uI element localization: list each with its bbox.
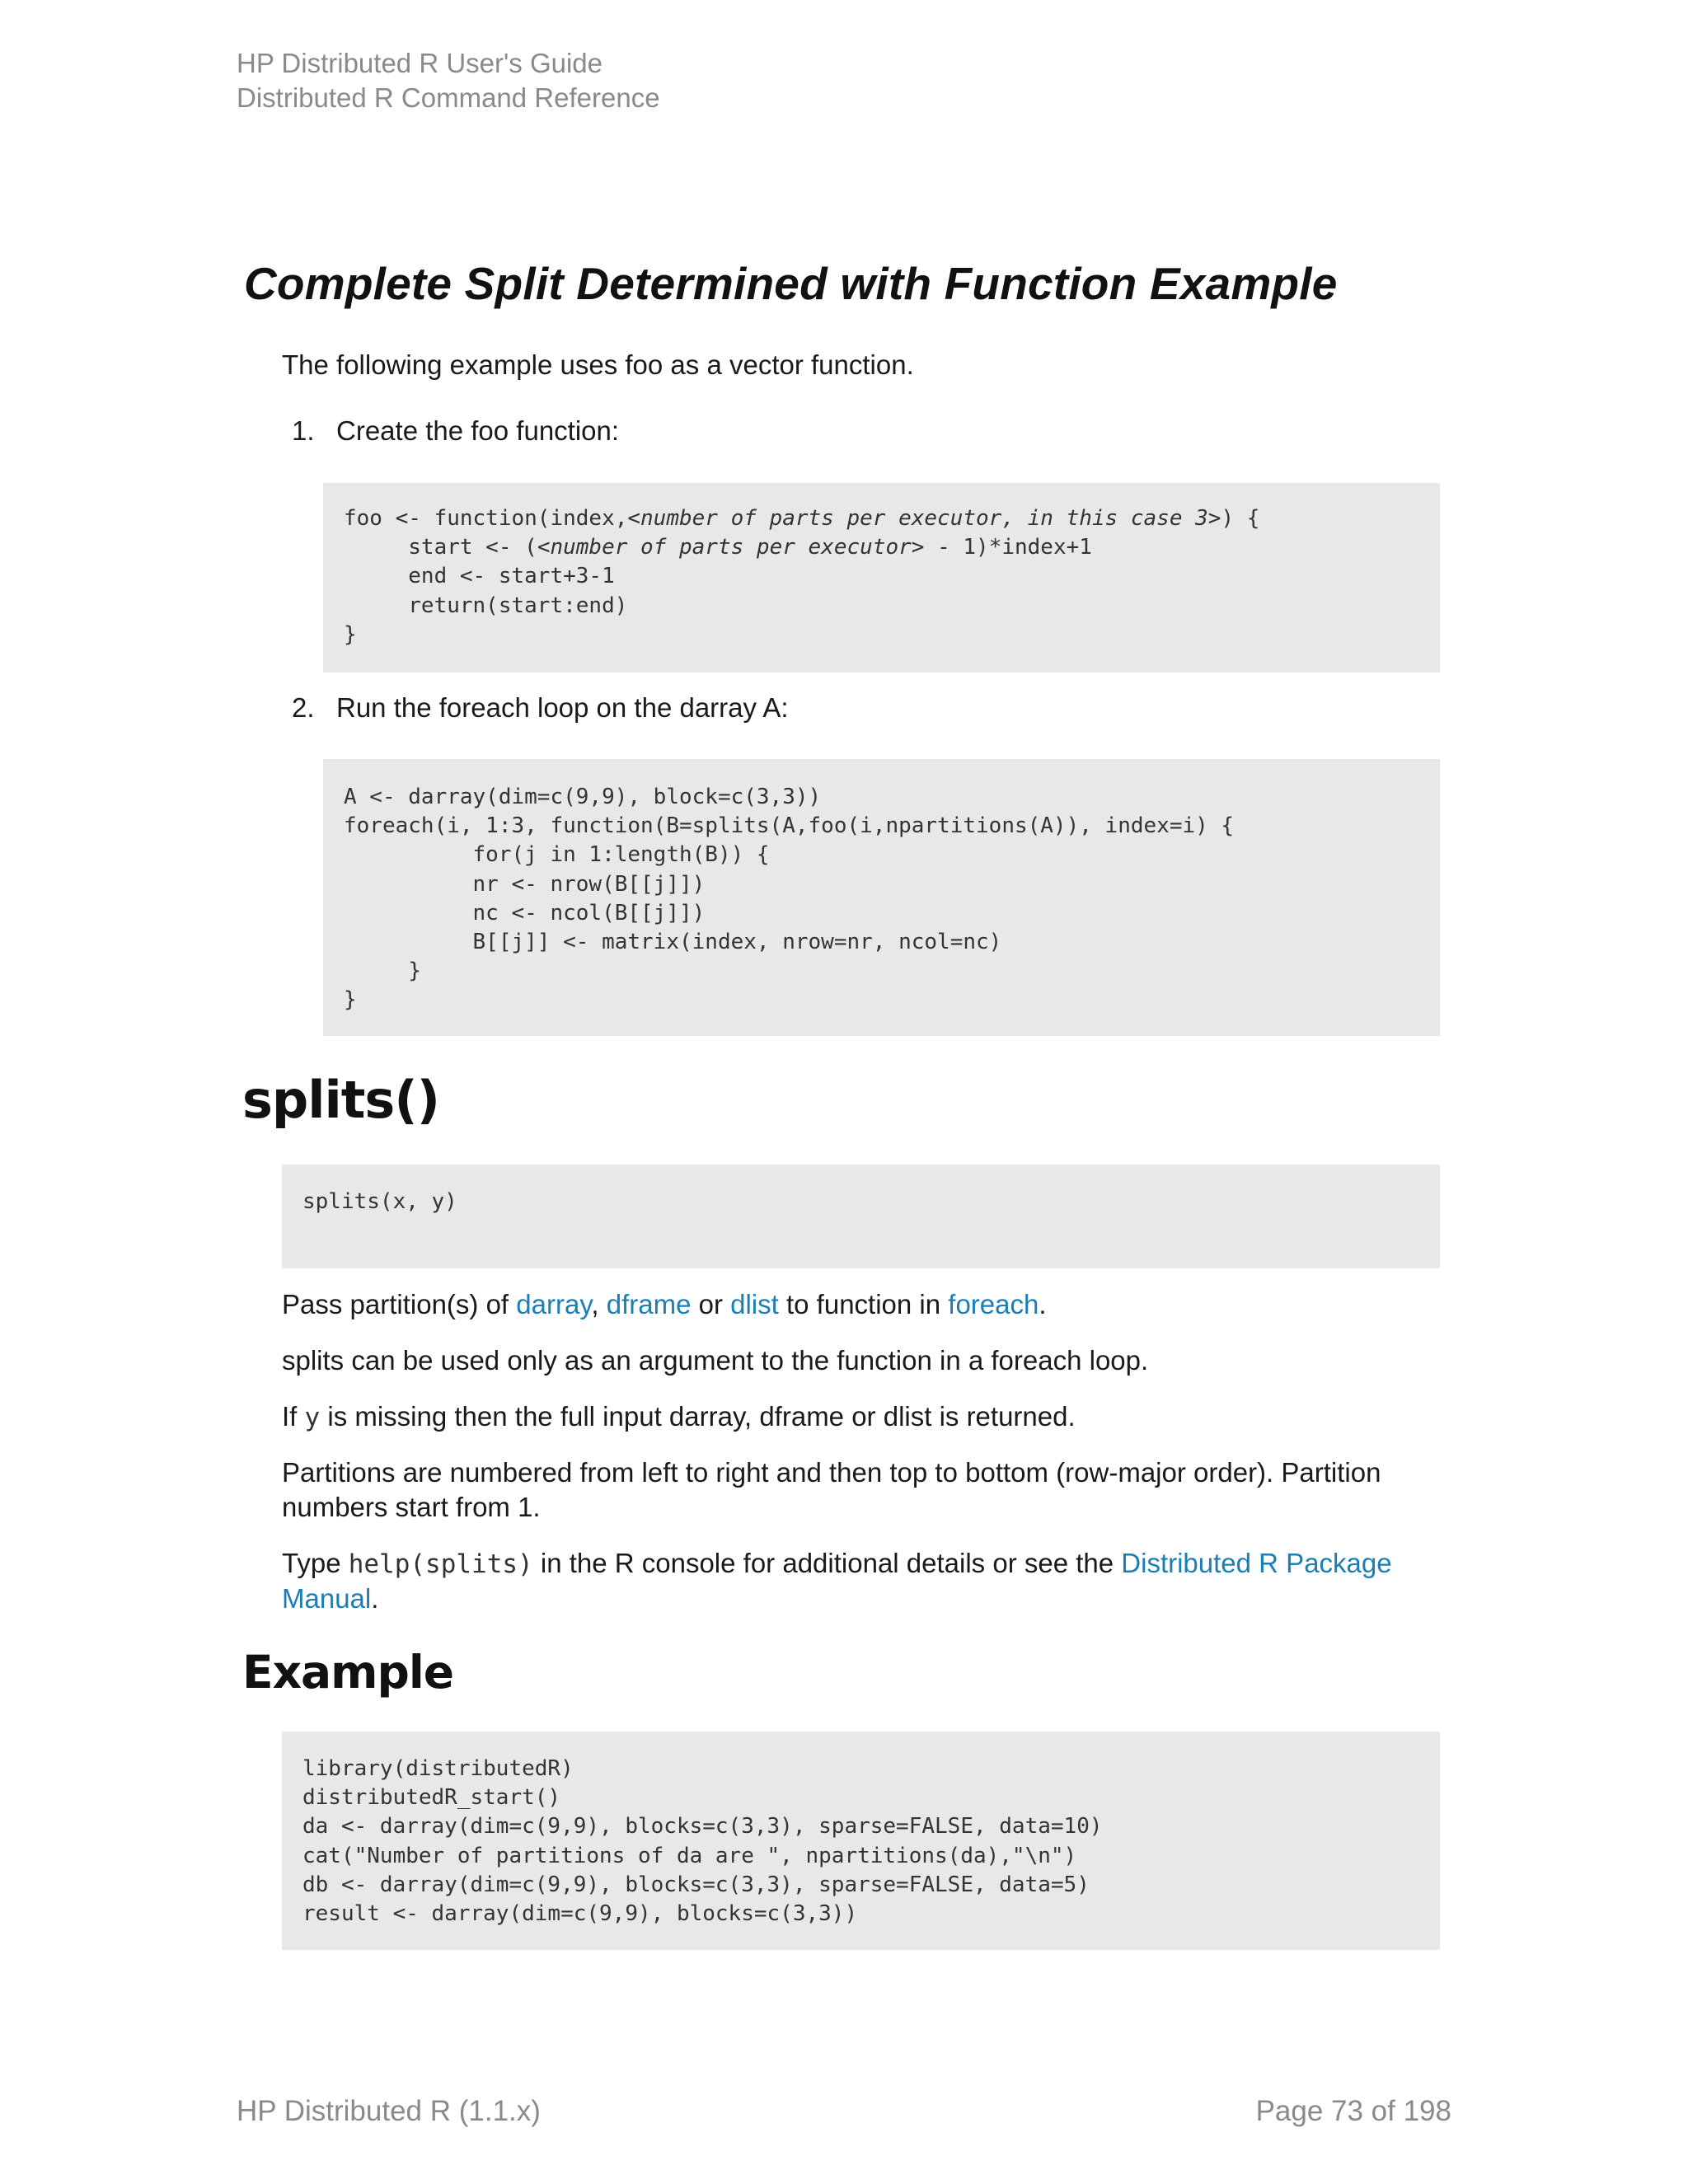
link-dlist[interactable]: dlist: [730, 1289, 779, 1319]
splits-usage-note: splits can be used only as an argument to the function in a foreach loop.: [282, 1345, 1149, 1376]
link-foreach[interactable]: foreach: [948, 1289, 1039, 1319]
code-signature: splits(x, y): [302, 1189, 457, 1214]
splits-description: Pass partition(s) of darray, dframe or dlist to function in foreach.: [282, 1289, 1047, 1319]
step-2-text: Run the foreach loop on the darray A:: [336, 692, 789, 723]
link-darray[interactable]: darray: [516, 1289, 592, 1319]
code-block-foo-function: [323, 483, 1440, 673]
footer-product-version: HP Distributed R (1.1.x): [237, 2095, 541, 2127]
function-heading-splits: splits(): [242, 1070, 440, 1130]
code-foreach-loop: A <- darray(dim=c(9,9), block=c(3,3)) foreach(i, 1:3, function(B=splits(A,foo(i,npartitions(A)), index=i) { for(j in 1:length(B)) { nr <- nrow(B[[j]]) nc <- ncol(B[[j]]) B[[j]] <- matrix(index, nrow=nr, ncol=nc) } }: [344, 785, 1235, 1013]
splits-partition-numbering: Partitions are numbered from left to right and then top to bottom (row-major order). Partition numbers start from 1.: [282, 1457, 1381, 1522]
example-heading: Example: [242, 1646, 453, 1699]
code-block-signature: [282, 1165, 1440, 1268]
section-heading: Complete Split Determined with Function Example: [244, 258, 1338, 309]
splits-missing-y-note: If y is missing then the full input darray, dframe or dlist is returned.: [282, 1401, 1076, 1432]
link-dframe[interactable]: dframe: [606, 1289, 692, 1319]
code-block-example: [282, 1732, 1440, 1950]
code-block-foreach-loop: [323, 759, 1440, 1036]
step-1-text: Create the foo function:: [336, 415, 620, 446]
footer-page-number: Page 73 of 198: [1255, 2095, 1451, 2127]
code-example: library(distributedR) distributedR_start() da <- darray(dim=c(9,9), blocks=c(3,3), sparse=FALSE, data=10) cat("Number of partitions of da are ", npartitions(da),"\n") db <- darray(dim=c(9,9), blocks=c(3,3), sparse=FALSE, data=5) result <- darray(dim=c(9,9), blocks=c(3,3)): [302, 1756, 1103, 1927]
step-1: [292, 414, 619, 448]
running-header-chapter: Distributed R Command Reference: [237, 82, 660, 113]
step-1-number: 1.: [292, 415, 315, 446]
splits-help-note: Type help(splits) in the R console for additional details or see the Distributed R Package Manual.: [282, 1548, 1392, 1614]
running-header-guide-title: HP Distributed R User's Guide: [237, 48, 603, 78]
step-2-number: 2.: [292, 692, 315, 723]
link-package-manual[interactable]: Distributed R Package Manual: [282, 1548, 1392, 1614]
step-2: [292, 691, 789, 725]
code-foo-function: foo <- function(index,<number of parts per executor, in this case 3>) { start <- (<number of parts per executor> - 1)*index+1 end <- start+3-1 return(start:end) }: [344, 506, 1260, 647]
intro-paragraph: The following example uses foo as a vector function.: [282, 349, 914, 380]
